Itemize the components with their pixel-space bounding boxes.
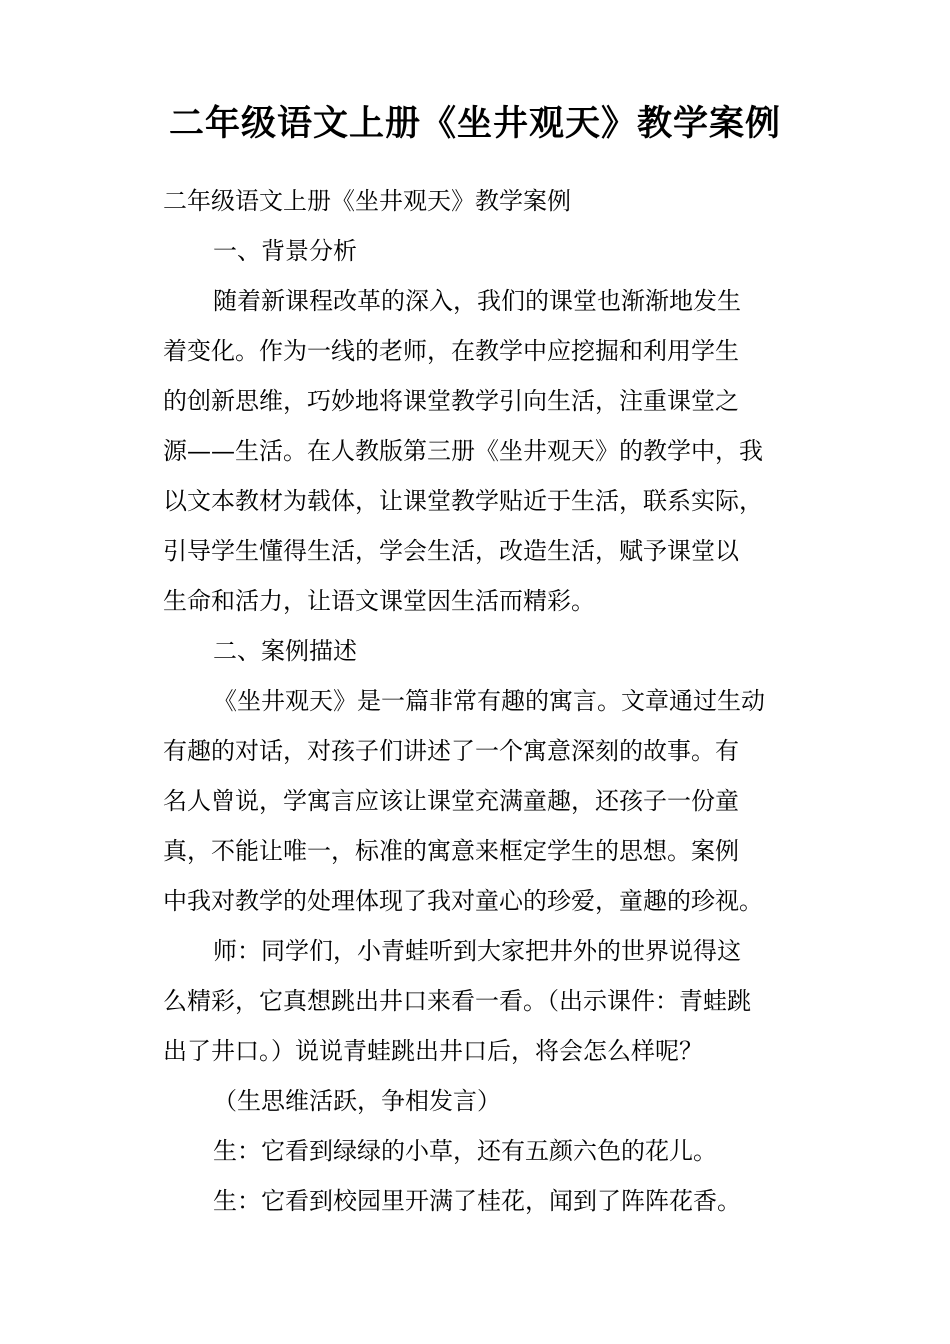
document-title: 二年级语文上册《坐井观天》教学案例	[168, 104, 781, 144]
dialogue-line: 生：它看到校园里开满了桂花，闻到了阵阵花香。	[213, 1187, 741, 1215]
paragraph-line: 有趣的对话，对孩子们讲述了一个寓意深刻的故事。有	[163, 737, 739, 765]
section-heading-case: 二、案例描述	[213, 637, 357, 665]
paragraph-line: 的创新思维，巧妙地将课堂教学引向生活，注重课堂之	[163, 387, 739, 415]
paragraph-line: 生命和活力，让语文课堂因生活而精彩。	[163, 587, 595, 615]
paragraph-line: 源——生活。在人教版第三册《坐井观天》的教学中，我	[163, 437, 763, 465]
paragraph-line: 引导学生懂得生活，学会生活，改造生活，赋予课堂以	[163, 537, 739, 565]
paragraph-line: 随着新课程改革的深入，我们的课堂也渐渐地发生	[213, 287, 741, 315]
paragraph-line: 《坐井观天》是一篇非常有趣的寓言。文章通过生动	[213, 687, 765, 715]
dialogue-line: 生：它看到绿绿的小草，还有五颜六色的花儿。	[213, 1137, 717, 1165]
paragraph-line: 着变化。作为一线的老师，在教学中应挖掘和利用学生	[163, 337, 739, 365]
dialogue-line: 么精彩，它真想跳出井口来看一看。（出示课件：青蛙跳	[163, 987, 751, 1015]
stage-direction-line: （生思维活跃，争相发言）	[213, 1087, 501, 1115]
section-heading-background: 一、背景分析	[213, 237, 357, 265]
paragraph-line: 中我对教学的处理体现了我对童心的珍爱，童趣的珍视。	[163, 887, 763, 915]
paragraph-line: 名人曾说，学寓言应该让课堂充满童趣，还孩子一份童	[163, 787, 739, 815]
paragraph-line: 以文本教材为载体，让课堂教学贴近于生活，联系实际，	[163, 487, 763, 515]
paragraph-line: 真，不能让唯一，标准的寓意来框定学生的思想。案例	[163, 837, 739, 865]
dialogue-line: 出了井口。）说说青蛙跳出井口后，将会怎么样呢？	[163, 1037, 703, 1065]
dialogue-line: 师：同学们，小青蛙听到大家把井外的世界说得这	[213, 937, 741, 965]
subtitle-line: 二年级语文上册《坐井观天》教学案例	[163, 187, 571, 215]
